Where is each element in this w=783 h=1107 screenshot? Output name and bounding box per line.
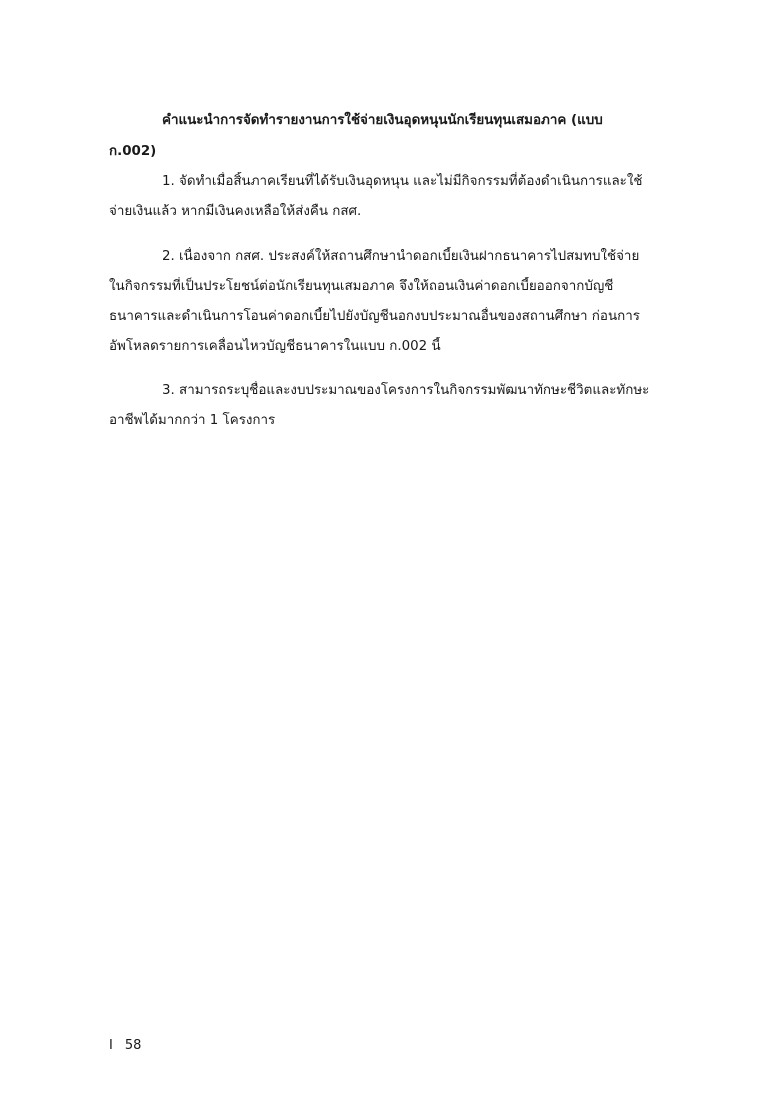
item-2-line-3: ธนาคารและดำเนินการโอนค่าดอกเบี้ยไปยังบัญชีนอกงบประมาณอื่นของสถานศึกษา ก่อนการ [109, 309, 640, 324]
item-2-line-2: ในกิจกรรมที่เป็นประโยชน์ต่อนักเรียนทุนเสมอภาค จึงให้ถอนเงินค่าดอกเบี้ยออกจากบัญชี [109, 279, 614, 294]
item-1-line-1: 1. จัดทำเมื่อสิ้นภาคเรียนที่ได้รับเงินอุดหนุน และไม่มีกิจกรรมที่ต้องดำเนินการและใช้ [162, 174, 643, 189]
item-1-line-2: จ่ายเงินแล้ว หากมีเงินคงเหลือให้ส่งคืน กสศ. [109, 204, 362, 219]
item-2-line-1: 2. เนื่องจาก กสศ. ประสงค์ให้สถานศึกษานำดอกเบี้ยเงินฝากธนาคารไปสมทบใช้จ่าย [162, 249, 640, 264]
item-2-line-4: อัพโหลดรายการเคลื่อนไหวบัญชีธนาคารในแบบ ก.002 นี้ [109, 339, 441, 354]
document-title-line-1: คำแนะนำการจัดทำรายงานการใช้จ่ายเงินอุดหนุนนักเรียนทุนเสมอภาค (แบบ [162, 113, 603, 128]
document-title-line-2: ก.002) [109, 144, 157, 159]
item-3-line-1: 3. สามารถระบุชื่อและงบประมาณของโครงการในกิจกรรมพัฒนาทักษะชีวิตและทักษะ [162, 383, 650, 398]
page-footer [109, 1036, 141, 1056]
page-number: 58 [124, 1038, 142, 1053]
item-3-line-2: อาชีพได้มากกว่า 1 โครงการ [109, 413, 276, 428]
footer-separator: I [109, 1038, 113, 1053]
